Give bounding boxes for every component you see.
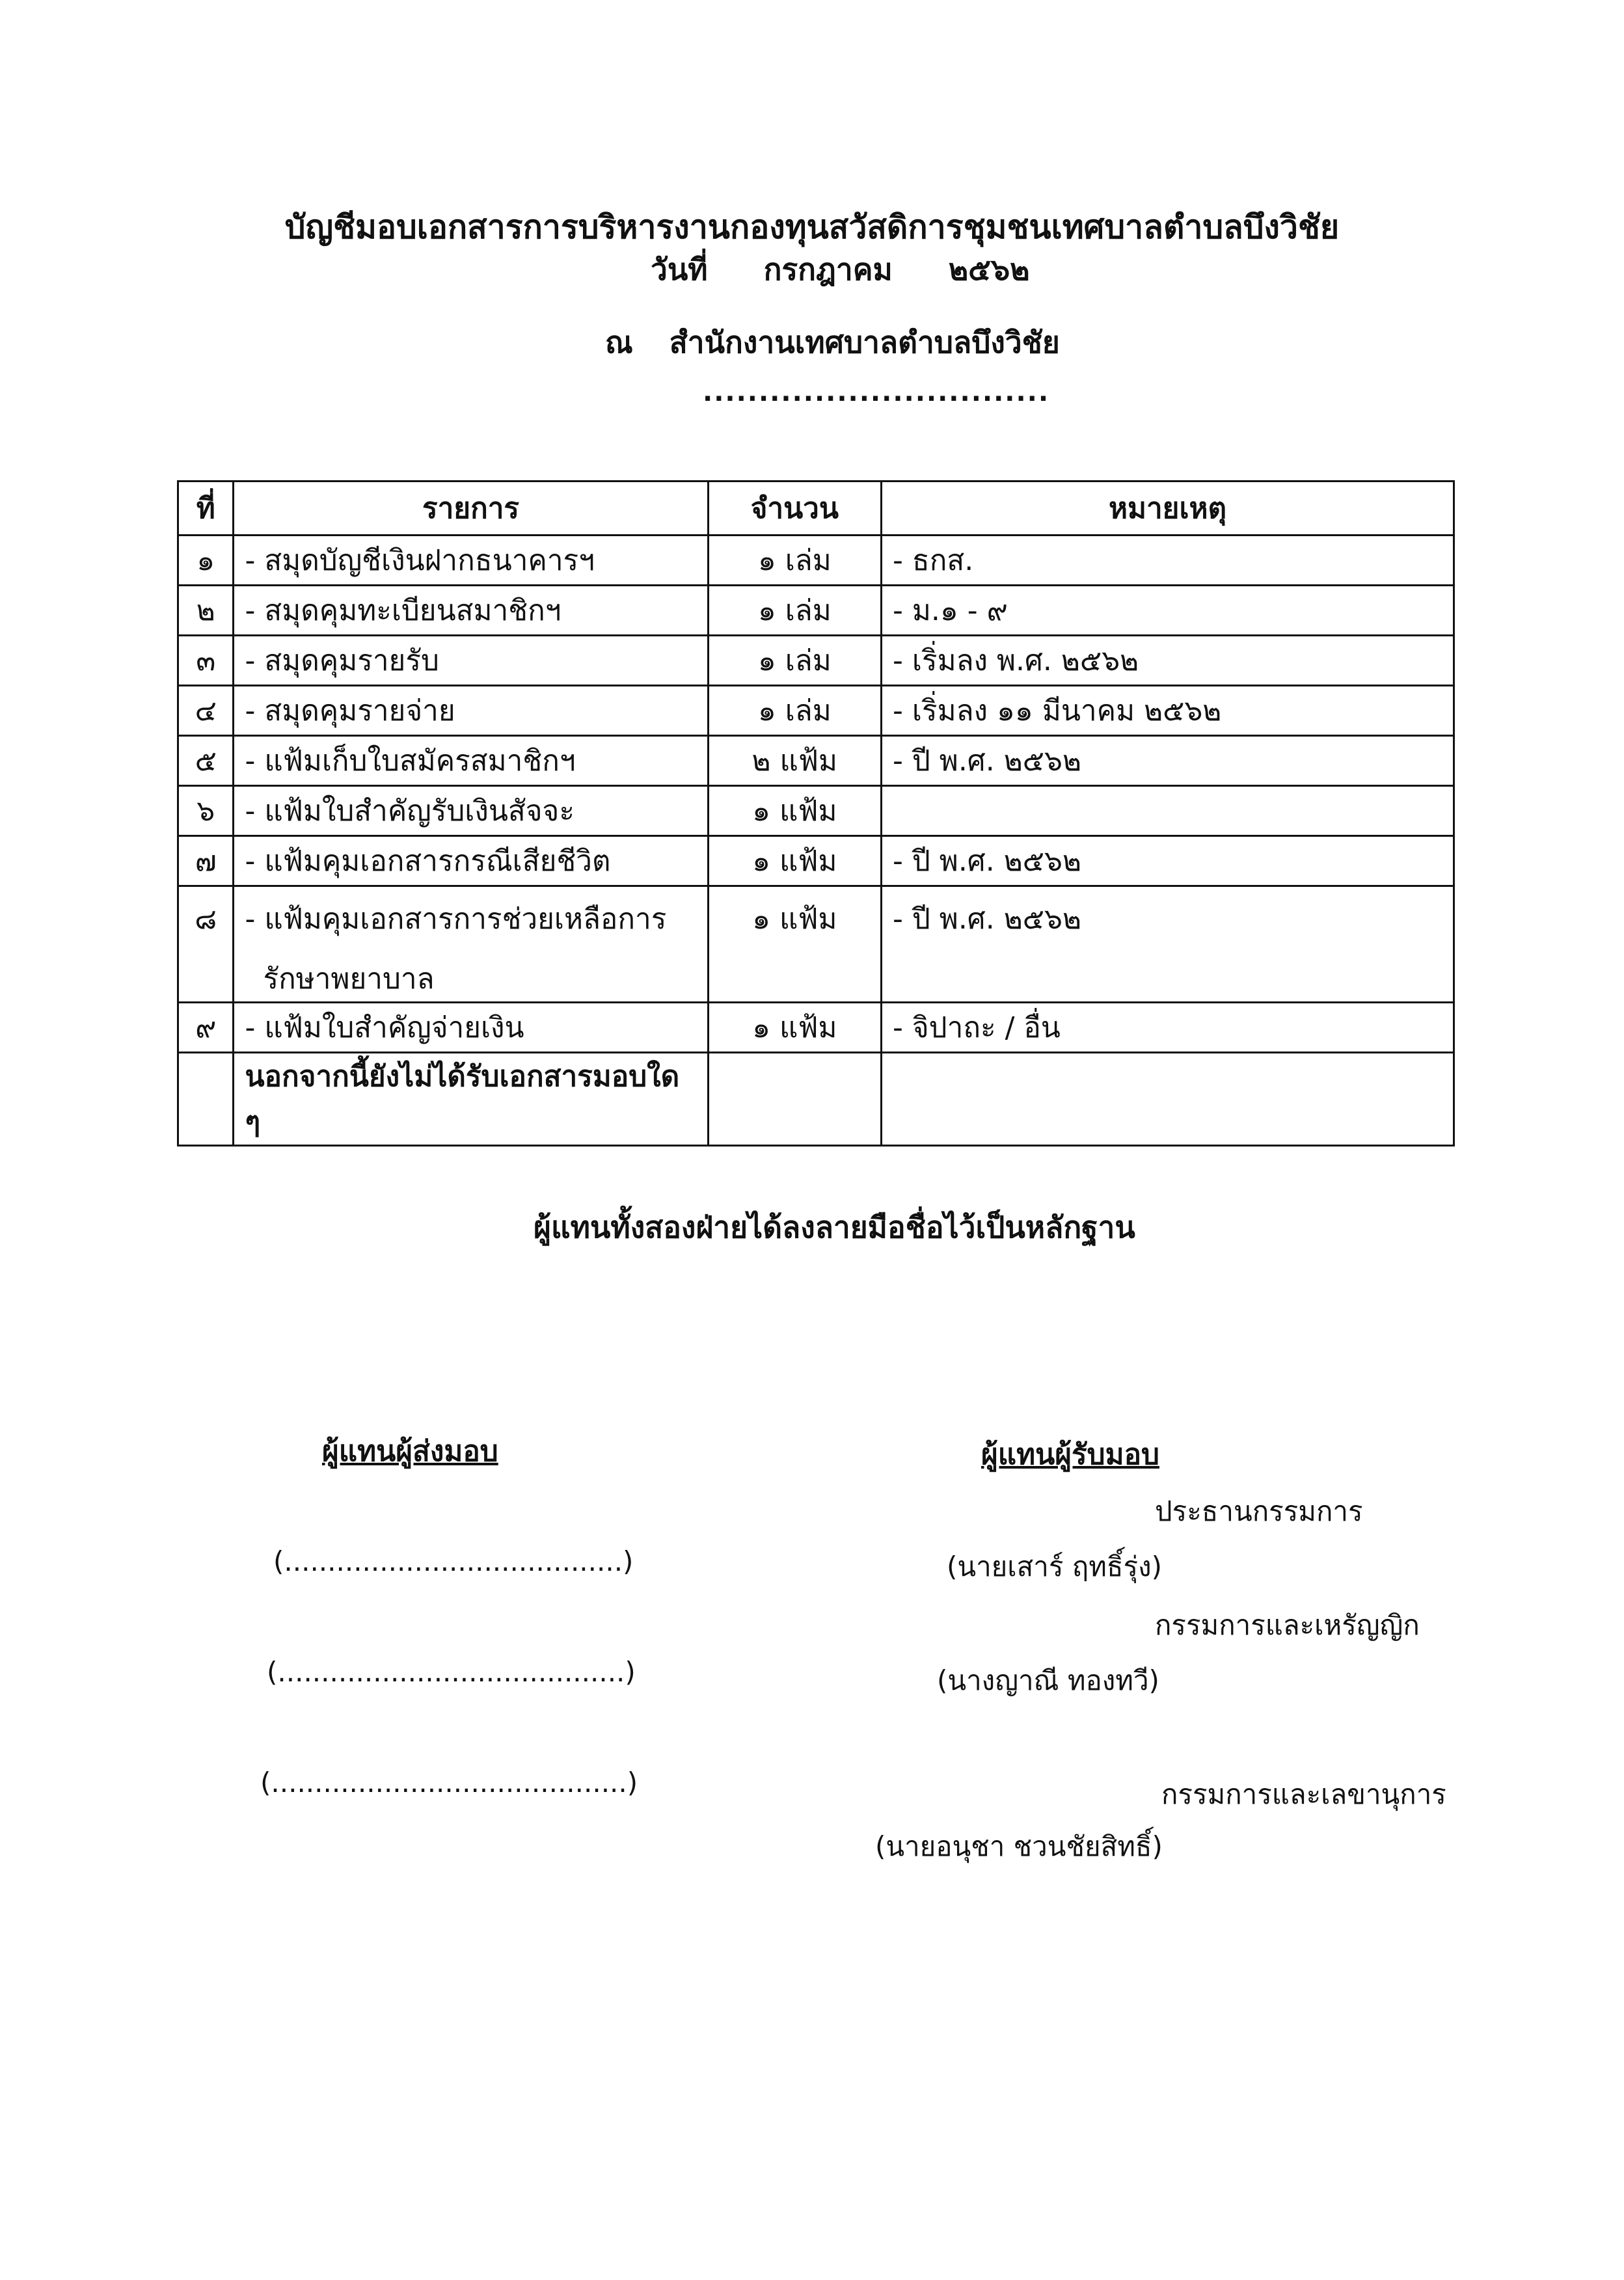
- sender-signature-line: (........................................): [267, 1656, 636, 1688]
- row-qty: ๑ เล่ม: [708, 586, 881, 636]
- row-note: - เริ่มลง ๑๑ มีนาคม ๒๕๖๒: [882, 686, 1454, 736]
- header-qty: จำนวน: [708, 482, 881, 536]
- document-title: บัญชีมอบเอกสารการบริหารงานกองทุนสวัสดิการชุมชนเทศบาลตำบลบึงวิชัย: [284, 208, 1340, 246]
- receiver-name: (นางญาณี ทองทวี): [937, 1664, 1159, 1696]
- row-no: ๔: [178, 686, 234, 736]
- signature-heading: ผู้แทนทั้งสองฝ่ายได้ลงลายมือชื่อไว้เป็นหลักฐาน: [534, 1210, 1135, 1245]
- row-no: ๑: [178, 536, 234, 586]
- header-note: หมายเหตุ: [882, 482, 1454, 536]
- row-qty: ๑ แฟ้ม: [708, 886, 881, 1003]
- row-item-line1: - แฟ้มคุมเอกสารการช่วยเหลือการ: [245, 903, 667, 936]
- receiver-heading: ผู้แทนผู้รับมอบ: [981, 1438, 1159, 1471]
- row-qty: ๑ แฟ้ม: [708, 1003, 881, 1053]
- row-item: - แฟ้มใบสำคัญรับเงินสัจจะ: [234, 786, 708, 836]
- row-qty: ๑ เล่ม: [708, 686, 881, 736]
- row-qty: ๑ แฟ้ม: [708, 836, 881, 886]
- row-item: - แฟ้มเก็บใบสมัครสมาชิกฯ: [234, 736, 708, 786]
- date-line: [651, 246, 1076, 293]
- header-no: ที่: [178, 482, 234, 536]
- table-row: [178, 736, 1454, 786]
- row-note: - ธกส.: [882, 536, 1454, 586]
- receiver-position: กรรมการและเลขานุการ: [1161, 1778, 1446, 1810]
- table-row: [178, 636, 1454, 686]
- place-label: ณ: [605, 325, 633, 360]
- table-row: [178, 836, 1454, 886]
- row-no: ๕: [178, 736, 234, 786]
- table-row: [178, 536, 1454, 586]
- table-header-row: [178, 482, 1454, 536]
- footer-empty-cell: [178, 1053, 234, 1146]
- footer-note: นอกจากนี้ยังไม่ได้รับเอกสารมอบใด ๆ: [234, 1053, 708, 1146]
- date-year: ๒๕๖๒: [948, 252, 1030, 287]
- row-note: - ม.๑ - ๙: [882, 586, 1454, 636]
- sender-signature-line: (.........................................): [260, 1767, 638, 1798]
- receiver-name: (นายอนุชา ชวนชัยสิทธิ์): [875, 1830, 1163, 1862]
- table-row: [178, 786, 1454, 836]
- document-table: [177, 480, 1455, 1147]
- date-month: กรกฎาคม: [763, 252, 893, 287]
- table-row: [178, 886, 1454, 1003]
- row-qty: ๑ เล่ม: [708, 636, 881, 686]
- row-no: ๖: [178, 786, 234, 836]
- receiver-position: ประธานกรรมการ: [1155, 1495, 1363, 1527]
- row-item: - สมุดคุมรายรับ: [234, 636, 708, 686]
- row-item: - แฟ้มคุมเอกสารกรณีเสียชีวิต: [234, 836, 708, 886]
- receiver-position: กรรมการและเหรัญญิก: [1155, 1609, 1420, 1641]
- row-item: - สมุดคุมทะเบียนสมาชิกฯ: [234, 586, 708, 636]
- title-dots: ...............................: [703, 377, 1050, 407]
- table-footer-row: [178, 1053, 1454, 1146]
- place-name: สำนักงานเทศบาลตำบลบึงวิชัย: [669, 325, 1060, 360]
- row-qty: ๑ แฟ้ม: [708, 786, 881, 836]
- sender-heading: ผู้แทนผู้ส่งมอบ: [322, 1435, 498, 1468]
- row-note: - ปี พ.ศ. ๒๕๖๒: [882, 886, 1454, 1003]
- row-no: ๘: [178, 886, 234, 1003]
- table-row: [178, 686, 1454, 736]
- row-item: [234, 886, 708, 1003]
- row-item-line2: รักษาพยาบาล: [263, 962, 435, 996]
- receiver-name: (นายเสาร์ ฤทธิ์รุ่ง): [947, 1551, 1162, 1582]
- place-line: [605, 319, 1060, 366]
- row-note: - เริ่มลง พ.ศ. ๒๕๖๒: [882, 636, 1454, 686]
- row-item: - สมุดบัญชีเงินฝากธนาคารฯ: [234, 536, 708, 586]
- row-qty: ๒ แฟ้ม: [708, 736, 881, 786]
- table-row: [178, 1003, 1454, 1053]
- footer-empty-cell: [882, 1053, 1454, 1146]
- row-no: ๙: [178, 1003, 234, 1053]
- table-row: [178, 586, 1454, 636]
- row-no: ๓: [178, 636, 234, 686]
- row-note: - ปี พ.ศ. ๒๕๖๒: [882, 836, 1454, 886]
- row-note: - จิปาถะ / อื่น: [882, 1003, 1454, 1053]
- row-note: - ปี พ.ศ. ๒๕๖๒: [882, 736, 1454, 786]
- row-no: ๒: [178, 586, 234, 636]
- row-no: ๗: [178, 836, 234, 886]
- row-item: - สมุดคุมรายจ่าย: [234, 686, 708, 736]
- row-item: - แฟ้มใบสำคัญจ่ายเงิน: [234, 1003, 708, 1053]
- footer-empty-cell: [708, 1053, 881, 1146]
- header-item: รายการ: [234, 482, 708, 536]
- sender-signature-line: (.......................................): [273, 1545, 634, 1577]
- date-label: วันที่: [651, 252, 708, 287]
- row-note: [882, 786, 1454, 836]
- row-qty: ๑ เล่ม: [708, 536, 881, 586]
